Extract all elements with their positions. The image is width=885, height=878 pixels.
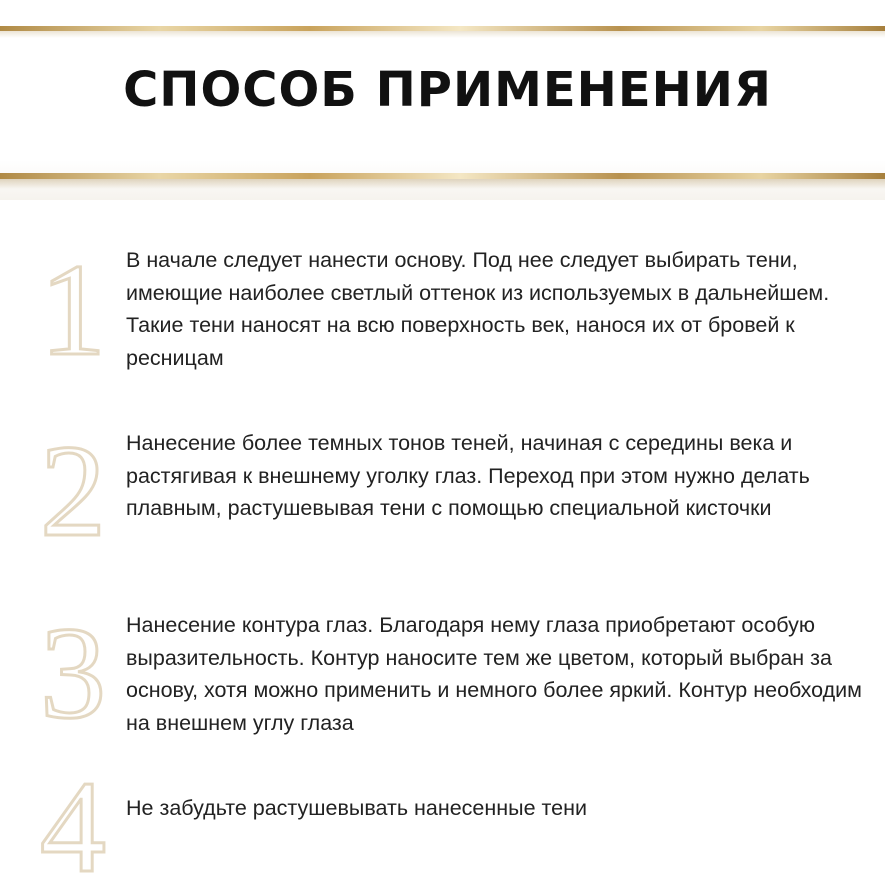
header	[0, 0, 885, 200]
gold-divider-bottom-shadow	[0, 179, 885, 189]
gold-divider-top-shadow	[0, 31, 885, 38]
step-text: В начале следует нанести основу. Под нее следует выбирать тени, имеющие наиболее светлый оттенок из используемых в дальнейшем. Такие тени наносят на всю поверхность век, нанося их от бровей к ресницам	[126, 248, 830, 370]
step-number: 1	[40, 236, 106, 383]
page-title: СПОСОБ ПРИМЕНЕНИЯ	[123, 62, 772, 118]
step-text: Нанесение контура глаз. Благодаря нему глаза приобретают особую выразительность. Контур наносите тем же цветом, который выбран за основу, хотя можно применить и немного более яркий. Контур необходим на внешнем углу глаза	[126, 613, 862, 735]
step-number: 4	[40, 753, 106, 878]
step-text: Нанесение более темных тонов теней, начиная с середины века и растягивая к внешнему уголку глаз. Переход при этом нужно делать плавным, растушевывая тени с помощью специальной кисточки	[126, 431, 810, 520]
step-number: 3	[40, 599, 106, 746]
step-number: 2	[40, 417, 106, 564]
step-text: Не забудьте растушевывать нанесенные тени	[126, 796, 587, 820]
